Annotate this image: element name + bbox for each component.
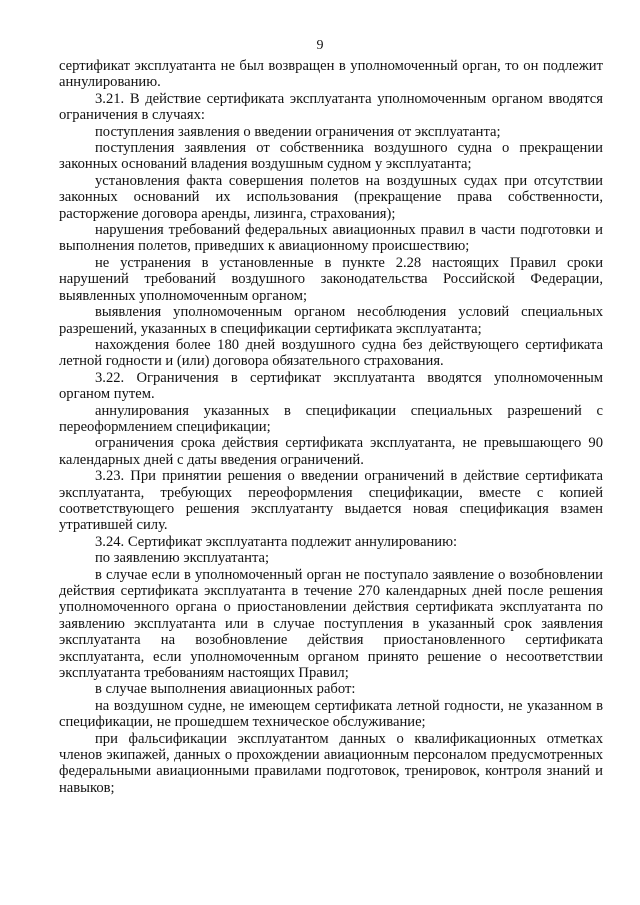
list-item: аннулирования указанных в спецификации специальных разрешений с переоформлением спецификации; <box>59 402 603 435</box>
list-item: установления факта совершения полетов на воздушных судах при отсутствии законных оснований их использования (прекращение права собственности, расторжение договора аренды, лизинга, страхования); <box>59 172 603 222</box>
list-item: поступления заявления о введении ограничения от эксплуатанта; <box>95 123 501 140</box>
list-item: в случае если в уполномоченный орган не поступало заявление о возобновлении действия сертификата эксплуатанта в течение 270 календарных дней после решения уполномоченного органа о приостановлении действия сертификата эксплуатанта по заявлению эксплуатанта или в случае поступления в указанный срок заявления эксплуатанта на возобновление действия приостановленного сертификата эксплуатанта, если уполномоченным органом принято решение о несоответствии эксплуатанта требованиям настоящих Правил; <box>59 566 603 682</box>
document-body <box>59 58 603 796</box>
list-item: на воздушном судне, не имеющем сертификата летной годности, не указанном в спецификации, не прошедшем техническое обслуживание; <box>59 697 603 731</box>
paragraph-continuation: сертификат эксплуатанта не был возвращен в уполномоченный орган, то он подлежит аннулированию. <box>59 58 603 91</box>
list-item: поступления заявления от собственника воздушного судна о прекращении законных оснований владения воздушным судном у эксплуатанта; <box>59 140 603 173</box>
paragraph-3-24: 3.24. Сертификат эксплуатанта подлежит аннулированию: <box>95 533 458 550</box>
paragraph-3-22: 3.22. Ограничения в сертификат эксплуатанта вводятся уполномоченным органом путем. <box>59 369 603 403</box>
list-item: в случае выполнения авиационных работ: <box>95 681 356 698</box>
paragraph-3-23: 3.23. При принятии решения о введении ограничений в действие сертификата эксплуатанта, требующих переоформления спецификации, вместе с копией соответствующего решения эксплуатанту выдается новая спецификация взамен утратившей силу. <box>59 468 603 534</box>
page-number: 9 <box>316 38 324 53</box>
paragraph-3-21: 3.21. В действие сертификата эксплуатанта уполномоченным органом вводятся ограничения в случаях: <box>59 90 603 124</box>
list-item: по заявлению эксплуатанта; <box>95 550 270 567</box>
list-item: нарушения требований федеральных авиационных правил в части подготовки и выполнения полетов, приведших к авиационному происшествию; <box>59 222 603 255</box>
list-item: при фальсификации эксплуатантом данных о квалификационных отметках членов экипажей, данных о прохождении авиационным персоналом предусмотренных федеральными авиационными правилами подготовок, тренировок, контроля знаний и навыков; <box>59 730 603 796</box>
list-item: выявления уполномоченным органом несоблюдения условий специальных разрешений, указанных в спецификации сертификата эксплуатанта; <box>59 304 603 337</box>
list-item: нахождения более 180 дней воздушного судна без действующего сертификата летной годности и (или) договора обязательного страхования. <box>59 336 603 370</box>
list-item: ограничения срока действия сертификата эксплуатанта, не превышающего 90 календарных дней с даты введения ограничений. <box>59 435 603 468</box>
list-item: не устранения в установленные в пункте 2.28 настоящих Правил сроки нарушений требований воздушного законодательства Российской Федерации, выявленных уполномоченным органом; <box>59 254 603 304</box>
